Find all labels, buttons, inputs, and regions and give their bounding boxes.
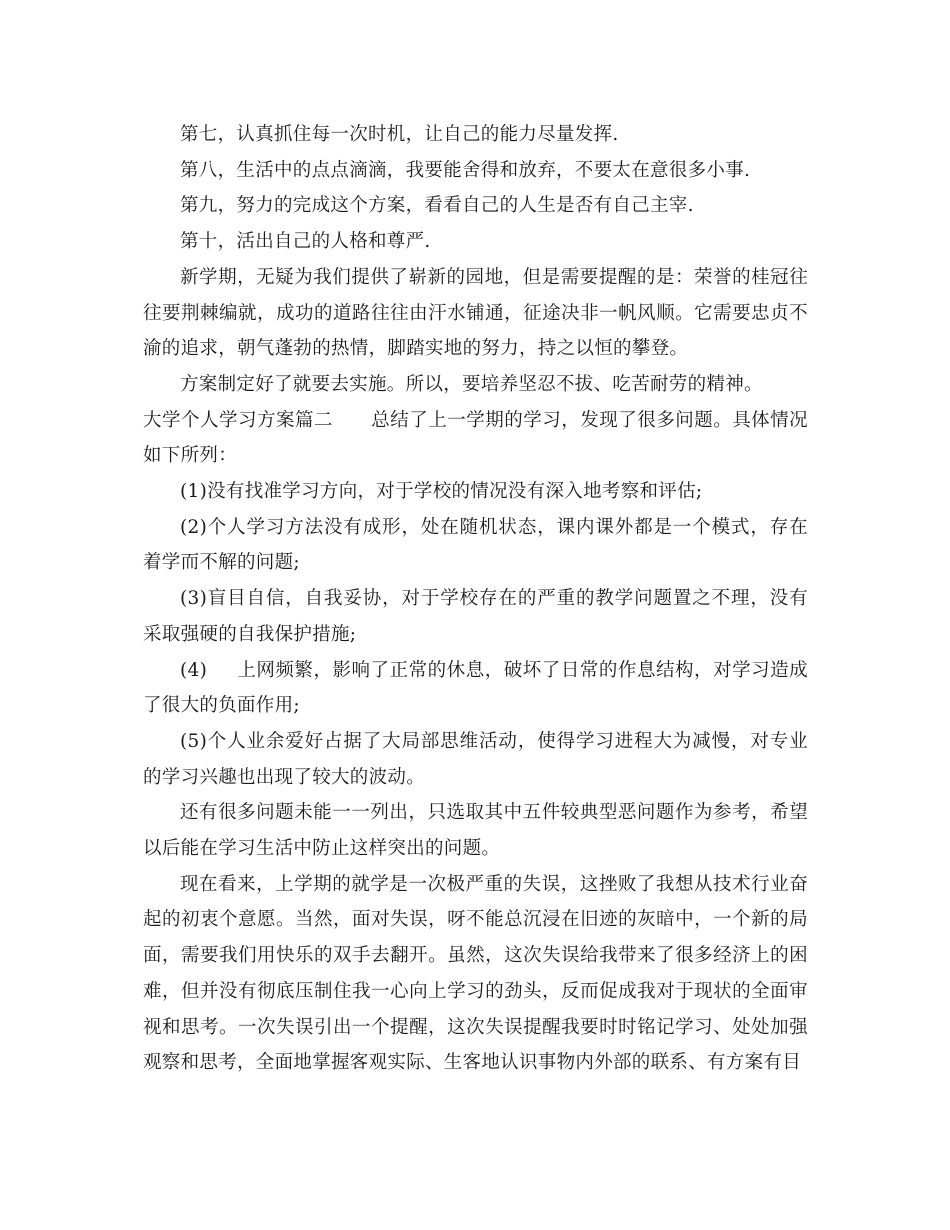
paragraph-item-9: 第九，努力的完成这个方案，看看自己的人生是否有自己主宰.	[180, 195, 694, 217]
paragraph-more-problems: 还有很多问题未能一一列出，只选取其中五件较典型恶问题作为参考，希望以后能在学习生活中防止这样突出的问题。	[143, 802, 808, 860]
problem-item-3: (3)盲目自信，自我妥协，对于学校存在的严重的教学问题置之不理，没有采取强硬的自我保护措施;	[143, 588, 808, 645]
section-intro: 总结了上一学期的学习，发现了很多问题。具体情况如下所列：	[143, 409, 808, 467]
paragraph-reflection: 现在看来，上学期的就学是一次极严重的失误，这挫败了我想从技术行业奋起的初衷个意愿。当然，面对失误，呀不能总沉浸在旧迹的灰暗中，一个新的局面，需要我们用快乐的双手去翻开。虽然，这次失误给我带来了很多经济上的困难，但并没有彻底压制住我一心向上学习的劲头，反而促成我对于现状的全面审视和思考。一次失误引出一个提醒，这次失误提醒我要时时铭记学习、处处加强观察和思考，全面地掌握客观实际、生客地认识事物内外部的联系、有方案有目	[143, 873, 808, 1074]
paragraph-implementation: 方案制定好了就要去实施。所以，要培养坚忍不拔、吃苦耐劳的精神。	[180, 373, 763, 395]
document-body	[143, 117, 808, 1081]
paragraph-item-7: 第七，认真抓住每一次时机，让自己的能力尽量发挥.	[180, 124, 619, 145]
problem-item-4	[143, 653, 808, 724]
paragraph-new-semester: 新学期，无疑为我们提供了崭新的园地，但是需要提醒的是：荣誉的桂冠往往要荆棘编就，成功的道路往往由汗水铺通，征途决非一帆风顺。它需要忠贞不渝的追求，朝气蓬勃的热情，脚踏实地的努力，持之以恒的攀登。	[143, 266, 808, 360]
problem-item-2: (2)个人学习方法没有成形，处在随机状态，课内课外都是一个模式，存在着学而不解的问题;	[143, 516, 808, 574]
problem-4-text: 上网频繁，影响了正常的休息，破坏了日常的作息结构，对学习造成了很大的负面作用;	[143, 659, 808, 717]
section-two-paragraph	[143, 403, 808, 474]
section-heading: 大学个人学习方案篇二	[143, 409, 333, 431]
problem-4-number: (4)	[180, 659, 208, 681]
problem-item-5: (5)个人业余爱好占据了大局部思维活动，使得学习进程大为减慢，对专业的学习兴趣也出现了较大的波动。	[143, 730, 808, 788]
problem-item-1: (1)没有找准学习方向，对于学校的情况没有深入地考察和评估;	[180, 481, 703, 503]
paragraph-item-8: 第八，生活中的点点滴滴，我要能舍得和放弃，不要太在意很多小事.	[180, 159, 751, 181]
paragraph-item-10: 第十，活出自己的人格和尊严.	[180, 231, 431, 253]
